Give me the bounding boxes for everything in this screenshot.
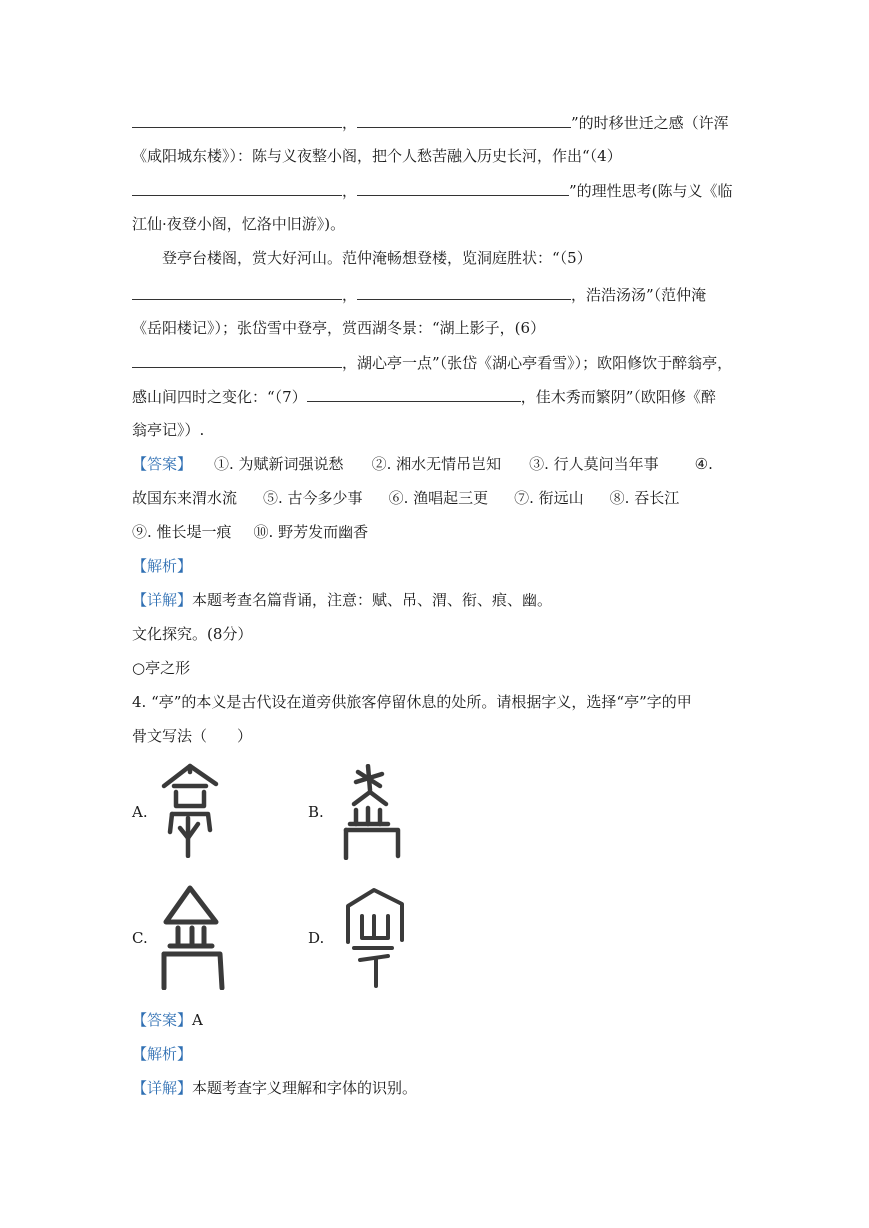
analysis-tag-q4: 【解析】 bbox=[132, 1045, 193, 1063]
answer-line-2: 故国东来渭水流 ⑤. 古今多少事 ⑥. 渔唱起三更 ⑦. 衔远山 ⑧. 吞长江 bbox=[132, 489, 680, 507]
text-line-6: ， ，浩浩汤汤”（范仲淹 bbox=[132, 284, 706, 305]
question-line-2: 骨文写法（ ） bbox=[132, 727, 253, 745]
answer-blank bbox=[132, 352, 342, 368]
question-line-1: 4. “亭”的本义是古代设在道旁供旅客停留休息的处所。请根据字义，选择“亭”字的甲 bbox=[132, 693, 692, 711]
text-line-5: 登亭台楼阁，赏大好河山。范仲淹畅想登楼，览洞庭胜状：“（5） bbox=[162, 249, 592, 267]
option-a-label: A. bbox=[132, 803, 148, 821]
answer-line-1: 【答案】 ①. 为赋新词强说愁 ②. 湘水无情吊岂知 ③. 行人莫问当年事 ④. bbox=[132, 455, 713, 473]
text-line-8: ，湖心亭一点”（张岱《湖心亭看雪》）；欧阳修饮于醉翁亭， bbox=[132, 352, 732, 373]
oracle-glyph-c bbox=[156, 884, 228, 990]
answer-blank bbox=[357, 180, 569, 196]
text-line-7: 《岳阳楼记》）；张岱雪中登亭，赏西湖冬景：“湖上影子，(6） bbox=[132, 319, 546, 337]
answer-line-3: ⑨. 惟长堤一痕 ⑩. 野芳发而幽香 bbox=[132, 523, 369, 541]
answer-blank bbox=[307, 386, 521, 402]
oracle-glyph-a bbox=[158, 762, 224, 858]
text-line-2: 《咸阳城东楼》）：陈与义夜整小阁，把个人愁苦融入历史长河，作出“（4） bbox=[132, 147, 622, 165]
oracle-glyph-b bbox=[334, 764, 406, 860]
oracle-glyph-d bbox=[340, 886, 412, 988]
answer-blank bbox=[132, 180, 342, 196]
detail-line: 【详解】本题考查名篇背诵，注意：赋、吊、渭、衔、痕、幽。 bbox=[132, 591, 553, 609]
analysis-tag: 【解析】 bbox=[132, 557, 193, 575]
option-c-label: C. bbox=[132, 929, 148, 947]
subsection-title: ○亭之形 bbox=[132, 659, 191, 677]
answer-tag: 【答案】 bbox=[132, 455, 193, 473]
detail-line-q4: 【详解】本题考查字义理解和字体的识别。 bbox=[132, 1079, 418, 1097]
answer-blank bbox=[357, 112, 571, 128]
section-title: 文化探究。(8分） bbox=[132, 625, 253, 643]
text-line-4: 江仙·夜登小阁，忆洛中旧游》)。 bbox=[132, 215, 346, 233]
answer-blank bbox=[132, 284, 342, 300]
answer-blank bbox=[132, 112, 342, 128]
option-b-label: B. bbox=[308, 803, 324, 821]
text-line-1: ， ”的时移世迁之感（许浑 bbox=[132, 112, 729, 133]
answer-line-q4: 【答案】A bbox=[132, 1011, 203, 1029]
text-line-10: 翁亭记》）. bbox=[132, 421, 205, 439]
option-d-label: D. bbox=[308, 929, 325, 947]
answer-blank bbox=[357, 284, 571, 300]
text-line-9: 感山间四时之变化：“（7） ，佳木秀而繁阴”（欧阳修《醉 bbox=[132, 388, 716, 406]
text-line-3: ， ”的理性思考(陈与义《临 bbox=[132, 180, 733, 201]
